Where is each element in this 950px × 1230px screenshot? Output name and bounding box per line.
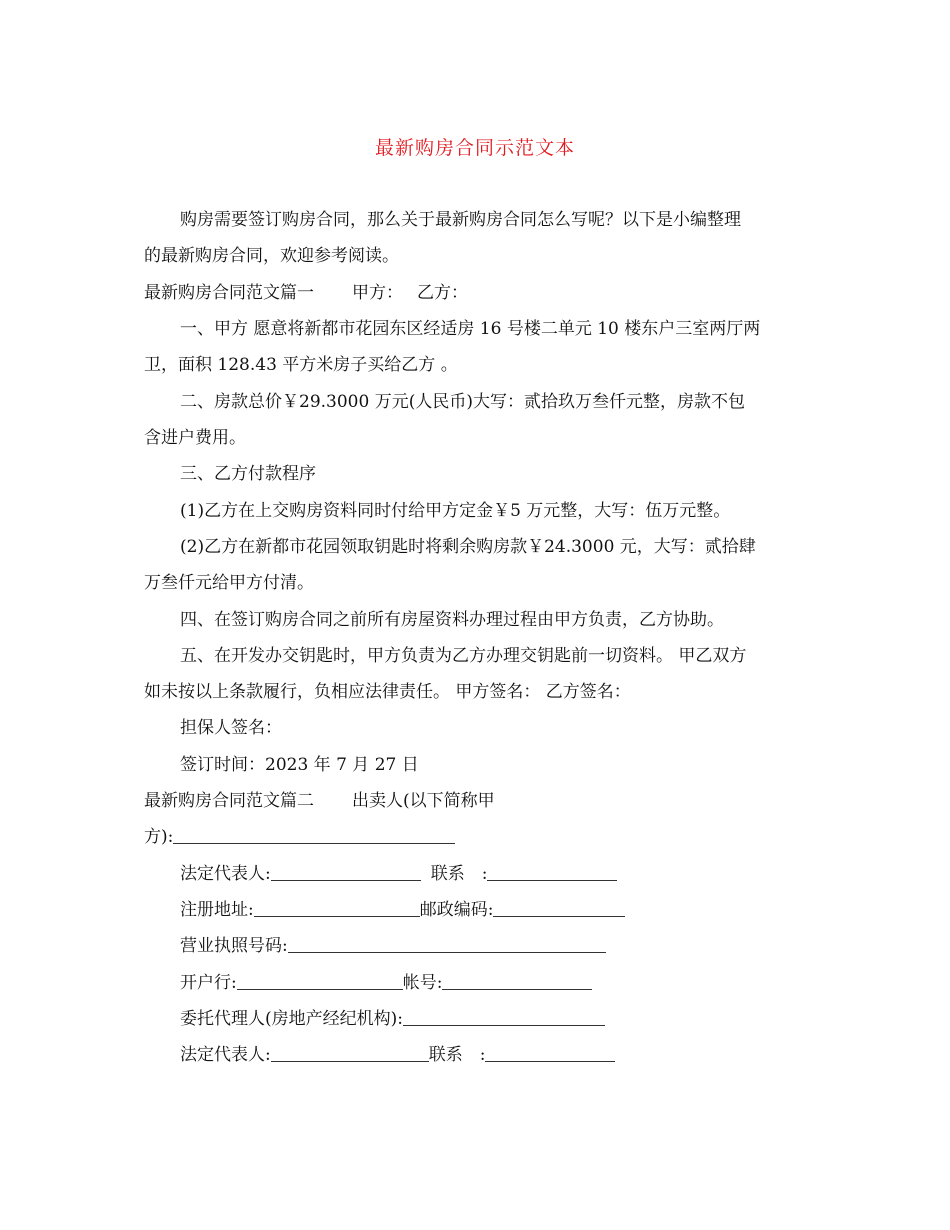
section2-heading: 最新购房合同范文篇二 [144,791,314,811]
legal-rep2-blank[interactable] [271,1043,429,1062]
legal-rep-label: 法定代表人: [180,864,271,884]
clause-line: 万叁仟元给甲方付清。 [144,573,314,593]
address-row [180,896,625,924]
clause-line: 卫，面积 128.43 平方米房子买给乙方 。 [144,355,458,375]
legal-rep2-row [180,1041,615,1069]
bank-blank[interactable] [237,971,403,990]
party-b-label: 乙方： [417,283,468,303]
agent-blank[interactable] [403,1007,605,1026]
clause-line: 三、乙方付款程序 [180,464,316,484]
contact-label: 联系 : [430,864,488,884]
bank-label: 开户行: [180,973,237,993]
contact-blank[interactable] [487,862,617,881]
contact2-label: 联系 : [428,1045,486,1065]
clause-line: (2)乙方在新都市花园领取钥匙时将剩余购房款￥24.3000 元，大写：贰拾肆 [180,537,756,557]
section1-heading: 最新购房合同范文篇一 [144,283,314,303]
clause-line: 二、房款总价￥29.3000 万元(人民币)大写：贰拾玖万叁仟元整，房款不包 [180,392,745,412]
reg-address-blank[interactable] [254,898,420,917]
license-blank[interactable] [288,934,606,953]
clause-line: 五、在开发办交钥匙时，甲方负责为乙方办理交钥匙前一切资料。 甲乙双方 [180,646,747,666]
section1-heading-line [144,279,468,307]
clause-line: 含进户费用。 [144,428,246,448]
clause-line: 如未按以上条款履行，负相应法律责任。 甲方签名： 乙方签名： [144,682,631,702]
postcode-blank[interactable] [493,898,625,917]
document-title: 最新购房合同示范文本 [374,137,575,159]
bank-row [180,969,592,997]
seller-blank[interactable] [173,825,455,844]
section2-heading-line [144,787,495,815]
account-blank[interactable] [442,971,592,990]
legal-rep2-label: 法定代表人: [180,1045,271,1065]
legal-rep-blank[interactable] [271,862,421,881]
clause-line: 一、甲方 愿意将新都市花园东区经适房 16 号楼二单元 10 楼东户三室两厅两 [180,319,761,339]
license-label: 营业执照号码: [180,936,288,956]
clause-line: 四、在签订购房合同之前所有房屋资料办理过程由甲方负责，乙方协助。 [180,610,724,630]
signing-date: 签订时间：2023 年 7 月 27 日 [180,755,419,775]
party-a-label: 甲方： [352,283,403,303]
postcode-label: 邮政编码: [419,900,494,920]
intro-line: 购房需要签订购房合同，那么关于最新购房合同怎么写呢？以下是小编整理 [180,210,741,230]
agent-label: 委托代理人(房地产经纪机构): [180,1009,403,1029]
clause-line: (1)乙方在上交购房资料同时付给甲方定金￥5 万元整，大写：伍万元整。 [180,501,731,521]
account-label: 帐号: [402,973,443,993]
seller-label: 出卖人(以下简称甲 [352,791,495,811]
legal-rep-row [180,860,617,888]
license-row [180,932,606,960]
agent-row [180,1005,605,1033]
seller-label-suffix: 方): [144,827,174,847]
seller-field [144,823,455,851]
intro-line: 的最新购房合同，欢迎参考阅读。 [144,246,399,266]
contact2-blank[interactable] [485,1043,615,1062]
guarantor-signature: 担保人签名： [180,718,282,738]
reg-address-label: 注册地址: [180,900,254,920]
